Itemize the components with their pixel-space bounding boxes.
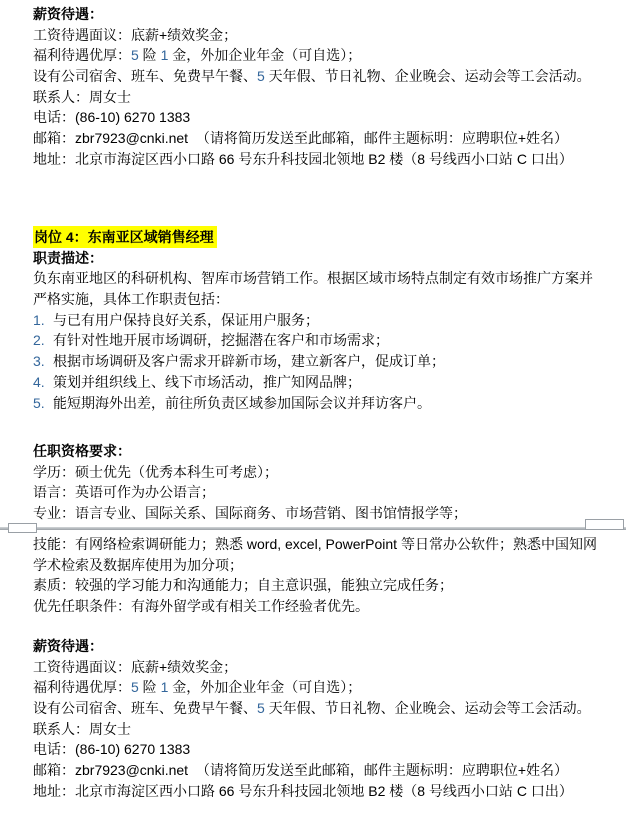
text-run: 素质：较强的学习能力和沟通能力；自主意识强，能独立完成任务；	[33, 577, 453, 594]
text-run: 任职资格要求：	[33, 443, 131, 459]
text-run: 有针对性地开展市场调研，挖掘潜在客户和市场需求；	[53, 332, 389, 349]
text-run: 金，外加企业年金（可自选）；	[168, 679, 362, 696]
salary-negotiable	[33, 25, 616, 46]
text-run: 联系人：周女士	[33, 720, 131, 737]
salary-heading	[33, 636, 616, 657]
contact-address	[33, 149, 616, 170]
text-run: 1	[160, 679, 169, 696]
text-run: 5	[257, 68, 265, 85]
page-margin-marker-right	[585, 519, 624, 530]
benefits-welfare	[33, 698, 616, 719]
section-qualifications	[33, 441, 616, 524]
text-run: 5.	[33, 394, 45, 411]
text-run: 薪资待遇：	[33, 6, 103, 22]
text-run: 金，外加企业年金（可自选）；	[168, 47, 362, 64]
text-run: 5	[131, 47, 139, 64]
text-run: 福利待遇优厚：	[33, 679, 131, 696]
position-title	[33, 227, 616, 248]
text-run: 地址：北京市海淀区西小口路 66 号东升科技园北领地 B2 楼（8 号线西小口站 C 口出）	[33, 150, 573, 167]
text-run: 天年假、节日礼物、企业晚会、运动会等工会活动。	[264, 68, 591, 85]
text-run: 工资待遇面议：底薪+绩效奖金；	[33, 658, 238, 675]
text-run: 薪资待遇：	[33, 638, 103, 654]
text-run: 设有公司宿舍、班车、免费早午餐、	[33, 68, 257, 85]
salary-heading	[33, 4, 616, 25]
text-run: 学术检索及数据库使用为加分项；	[33, 556, 243, 573]
text-run: 严格实施，具体工作职责包括：	[33, 291, 229, 308]
text-run: 学历：硕士优先（优秀本科生可考虑）；	[33, 463, 278, 480]
salary-negotiable	[33, 657, 616, 678]
text-run: 策划并组织线上、线下市场活动，推广知网品牌；	[53, 373, 361, 390]
contact-phone	[33, 107, 616, 128]
text-run: 能短期海外出差，前往所负责区域参加国际会议并拜访客户。	[53, 394, 431, 411]
qual-education	[33, 462, 616, 483]
qual-skill-1	[33, 534, 616, 555]
text-run: 邮箱：zbr7923@cnki.net （请将简历发送至此邮箱，邮件主题标明：应聘职位+姓名）	[33, 130, 569, 147]
contact-person	[33, 719, 616, 740]
text-run: 5	[131, 679, 139, 696]
text-run: 负东南亚地区的科研机构、智库市场营销工作。根据区域市场特点制定有效市场推广方案并	[33, 270, 593, 287]
contact-email	[33, 128, 616, 149]
text-run: 电话：(86-10) 6270 1383	[33, 741, 191, 758]
text-run: 专业：语言专业、国际关系、国际商务、市场营销、图书馆情报学等；	[33, 505, 467, 522]
qual-heading	[33, 441, 616, 462]
duty-item-5	[33, 393, 616, 414]
duty-heading	[33, 248, 616, 269]
page-margin-marker-left	[8, 523, 37, 533]
text-run: 福利待遇优厚：	[33, 47, 131, 64]
text-run: 1	[160, 47, 169, 64]
text-run: 职责描述：	[33, 249, 103, 266]
text-run: 优先任职条件：有海外留学或有相关工作经验者优先。	[33, 598, 369, 615]
text-run: 险	[138, 47, 161, 64]
duty-intro-1	[33, 268, 616, 289]
duty-intro-2	[33, 289, 616, 310]
text-run: 天年假、节日礼物、企业晚会、运动会等工会活动。	[264, 700, 591, 717]
duty-item-2	[33, 330, 616, 351]
text-run: 邮箱：zbr7923@cnki.net （请将简历发送至此邮箱，邮件主题标明：应聘职位+姓名）	[33, 762, 569, 779]
text-run: 3.	[33, 353, 45, 370]
section-salary-contact-top	[33, 4, 616, 170]
text-run: 4.	[33, 373, 45, 390]
text-run: 根据市场调研及客户需求开辟新市场，建立新客户，促成订单；	[53, 353, 445, 370]
duty-item-1	[33, 310, 616, 331]
contact-person	[33, 87, 616, 108]
duty-item-4	[33, 372, 616, 393]
text-run: 与已有用户保持良好关系，保证用户服务；	[53, 311, 319, 328]
qual-skill-2	[33, 555, 616, 576]
contact-address	[33, 781, 616, 802]
position-title-highlight: 岗位 4：东南亚区域销售经理	[33, 226, 217, 248]
section-salary-contact-bottom	[33, 636, 616, 802]
qual-preferred	[33, 596, 616, 617]
qual-quality	[33, 575, 616, 596]
benefits-welfare	[33, 66, 616, 87]
text-run: 2.	[33, 332, 45, 349]
text-run: 设有公司宿舍、班车、免费早午餐、	[33, 700, 257, 717]
contact-phone	[33, 739, 616, 760]
qual-major	[33, 503, 616, 524]
qual-language	[33, 482, 616, 503]
section-position-4	[33, 227, 616, 413]
text-run: 联系人：周女士	[33, 88, 131, 105]
text-run: 工资待遇面议：底薪+绩效奖金；	[33, 26, 238, 43]
text-run: 电话：(86-10) 6270 1383	[33, 109, 191, 126]
benefits-insurance	[33, 677, 616, 698]
section-qualifications-continued	[33, 534, 616, 617]
text-run: 地址：北京市海淀区西小口路 66 号东升科技园北领地 B2 楼（8 号线西小口站 C 口出）	[33, 782, 573, 799]
text-run: 1.	[33, 311, 45, 328]
text-run: 5	[257, 700, 265, 717]
text-run: 险	[138, 679, 161, 696]
benefits-insurance	[33, 45, 616, 66]
text-run: 语言：英语可作为办公语言；	[33, 484, 215, 501]
page-break-line	[0, 527, 626, 530]
text-run: 技能：有网络检索调研能力；熟悉 word, excel, PowerPoint 等日常办公软件；熟悉中国知网	[33, 536, 597, 552]
duty-item-3	[33, 351, 616, 372]
contact-email	[33, 760, 616, 781]
